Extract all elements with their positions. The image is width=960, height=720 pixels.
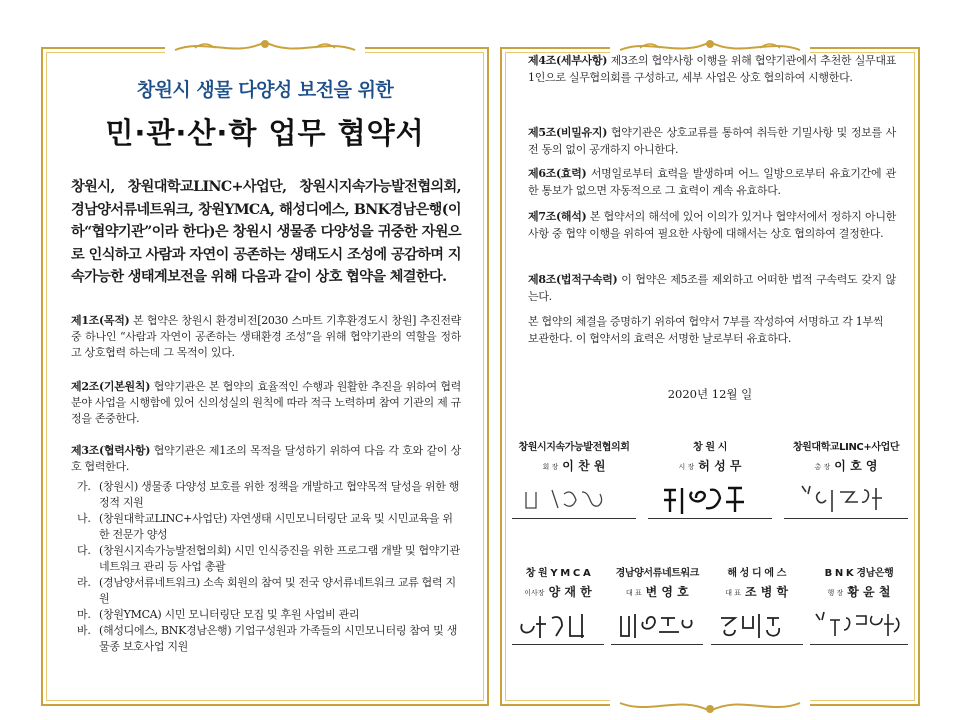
signatory xyxy=(810,564,908,645)
signatory xyxy=(512,438,636,519)
signatory-name: 이 호 영 xyxy=(834,459,878,473)
handwritten-signature-icon xyxy=(711,608,803,645)
signatory-name: 양 재 한 xyxy=(548,585,592,599)
article-text: 제3조의 협약사항 이행을 위해 협약기관에서 추천한 실무대표 1인으로 실무협의회를 구성하고, 세부 사업은 상호 협의하여 시행한다. xyxy=(528,54,896,84)
article-label: 제1조(목적) xyxy=(71,314,130,327)
preamble: 창원시, 창원대학교LINC+사업단, 창원시지속가능발전협의회, 경남양서류네트워크, 창원YMCA, 해성디에스, BNK경남은행(이하“협약기관”이라 한다)은 창원시 생물종 다양성을 귀중한 자원으로 인식하고 사람과 자연이 공존하는 생태도시 조성에 공감하며 지속가능한 생태계보전을 위해 다음과 같이 상호 협약을 체결한다. xyxy=(71,179,461,285)
list-item xyxy=(77,575,461,607)
signatory-org: 창원대학교LINC+사업단 xyxy=(792,442,900,453)
article-label: 제8조(법적구속력) xyxy=(528,273,618,286)
signatory-role: 대 표 xyxy=(725,588,741,597)
item-marker: 다. xyxy=(77,544,91,557)
item-text: (경남양서류네트워크) 소속 회원의 참여 및 전국 양서류네트워크 교류 협력 지원 xyxy=(99,576,456,605)
article-text: 협약기관은 제1조의 목적을 달성하기 위하여 다음 각 호와 같이 상호 협력한다. xyxy=(71,444,461,473)
signatory-org: B N K 경남은행 xyxy=(824,568,894,579)
item-text: (창원YMCA) 시민 모니터링단 모집 및 후원 사업비 관리 xyxy=(99,608,360,621)
handwritten-signature-icon xyxy=(648,482,772,519)
article-1 xyxy=(71,313,461,361)
item-text: (창원시지속가능발전협의회) 시민 인식증진을 위한 프로그램 개발 및 협약기관 네트워크 관리 등 사업 총괄 xyxy=(99,544,460,573)
signatory-name: 허 성 무 xyxy=(698,459,742,473)
top-ornament-icon xyxy=(165,36,365,58)
list-item xyxy=(77,479,461,511)
article-text: 이 협약은 제5조를 제외하고 어떠한 법적 구속력도 갖지 않는다. xyxy=(528,273,896,303)
signatory-name: 변 영 호 xyxy=(645,585,689,599)
article-text: 본 협약서의 해석에 있어 이의가 있거나 협약서에서 정하지 아니한 사항 중 협약 이행을 위하여 필요한 사항에 대해서는 상호 협의하여 결정한다. xyxy=(528,210,896,240)
signature-row-1 xyxy=(512,438,908,519)
signatory-role: 이사장 xyxy=(524,588,545,597)
handwritten-signature-icon xyxy=(512,482,636,519)
article-label: 제5조(비밀유지) xyxy=(528,126,608,139)
document-subtitle: 창원시 생물 다양성 보전을 위한 xyxy=(136,79,394,101)
signatory xyxy=(611,564,703,645)
article-2 xyxy=(71,379,461,427)
signatory xyxy=(711,564,803,645)
signature-row-2 xyxy=(512,564,908,645)
signatory-name: 이 찬 원 xyxy=(562,459,606,473)
signatory xyxy=(784,438,908,519)
article-text: 본 협약은 창원시 환경비전[2030 스마트 기후환경도시 창원] 추진전략중 하나인 “사람과 자연이 공존하는 생태환경 조성”을 위해 협약기관의 역할을 정하고 상호협력 하는데 그 목적이 있다. xyxy=(71,314,461,359)
handwritten-signature-icon xyxy=(611,608,703,645)
article-label: 제7조(해석) xyxy=(528,210,587,223)
bottom-ornament-icon xyxy=(610,695,810,717)
item-marker: 마. xyxy=(77,608,91,621)
article-8 xyxy=(528,272,896,305)
signatory-person xyxy=(512,583,604,600)
signatory-name: 조 병 학 xyxy=(744,585,789,599)
list-item xyxy=(77,511,461,543)
signatory-role: 회 장 xyxy=(542,462,559,471)
item-text: (창원대학교LINC+사업단) 자연생태 시민모니터링단 교육 및 시민교육을 위한 전문가 양성 xyxy=(99,512,453,541)
signatory-person xyxy=(611,583,703,600)
signatory-person xyxy=(711,583,803,600)
signatory-role: 시 장 xyxy=(678,462,695,471)
article-text: 협약기관은 상호교류를 통하여 취득한 기밀사항 및 정보를 사전 동의 없이 공개하지 아니한다. xyxy=(528,126,896,156)
article-text: 서명일로부터 효력을 발생하며 어느 일방으로부터 유효기간에 관한 통보가 없으면 자동적으로 그 효력이 계속 유효하다. xyxy=(528,167,896,197)
document-title: 민·관·산·학 업무 협약서 xyxy=(105,116,425,150)
handwritten-signature-icon xyxy=(810,608,908,645)
signatory-org: 경남양서류네트워크 xyxy=(615,568,699,579)
article-label: 제6조(효력) xyxy=(528,167,587,180)
agreement-page-left xyxy=(41,47,489,706)
signatory xyxy=(512,564,604,645)
signatory-org: 창 원 시 xyxy=(693,442,727,453)
handwritten-signature-icon xyxy=(784,482,908,519)
list-item xyxy=(77,623,461,655)
signatory-org: 창원시지속가능발전협의회 xyxy=(518,442,630,453)
signatory-person xyxy=(810,583,908,600)
signatory-person xyxy=(648,457,772,474)
item-text: (창원시) 생물종 다양성 보호를 위한 정책을 개발하고 협약목적 달성을 위한 행정적 지원 xyxy=(99,480,460,509)
signing-date: 2020년 12월 일 xyxy=(667,387,753,401)
signatory-person xyxy=(784,457,908,474)
article-label: 제3조(협력사항) xyxy=(71,444,151,457)
article-3 xyxy=(71,443,461,475)
list-item xyxy=(77,607,461,623)
article-label: 제4조(세부사항) xyxy=(528,54,608,67)
handwritten-signature-icon xyxy=(512,608,604,645)
agreement-page-right xyxy=(500,47,920,706)
list-item xyxy=(77,543,461,575)
article-text: 협약기관은 본 협약의 효율적인 수행과 원활한 추진을 위하여 협력 분야 사업을 시행함에 있어 신의성실의 원칙에 따라 적극 노력하며 참여 기관의 제 규정을 존중한다. xyxy=(71,380,462,425)
article-5 xyxy=(528,125,896,158)
article-4 xyxy=(528,53,896,86)
cooperation-items xyxy=(77,479,461,655)
item-marker: 라. xyxy=(77,576,91,589)
article-label: 제2조(기본원칙) xyxy=(71,380,151,393)
signatory-role: 총 장 xyxy=(814,462,831,471)
item-text: (해성디에스, BNK경남은행) 기업구성원과 가족들의 시민모니터링 참여 및 생물종 보호사업 지원 xyxy=(99,624,458,653)
signatory-person xyxy=(512,457,636,474)
item-marker: 나. xyxy=(77,512,91,525)
article-6 xyxy=(528,166,896,199)
item-marker: 바. xyxy=(77,624,91,637)
signatory-org: 해 성 디 에 스 xyxy=(727,568,786,579)
signatory-role: 대 표 xyxy=(625,588,642,597)
signatory-org: 창 원 Y M C A xyxy=(525,568,591,579)
signatory-name: 황 윤 철 xyxy=(847,585,891,599)
item-marker: 가. xyxy=(77,480,91,493)
signatory-role: 행 장 xyxy=(827,588,844,597)
article-7 xyxy=(528,209,896,242)
closing-statement: 본 협약의 체결을 증명하기 위하여 협약서 7부를 작성하여 서명하고 각 1부씩 보관한다. 이 협약서의 효력은 서명한 날로부터 유효하다. xyxy=(528,315,884,345)
signatory xyxy=(648,438,772,519)
